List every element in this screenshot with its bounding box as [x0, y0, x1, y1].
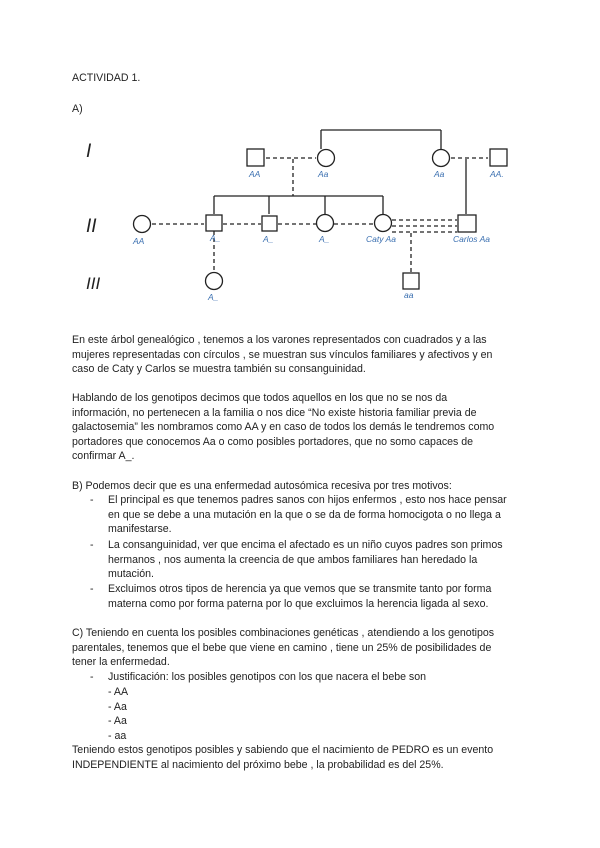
paragraph-c-conclusion: Teniendo estos genotipos posibles y sabiendo que el nacimiento de PEDRO es un evento INDEPENDIENTE al nacimiento del próximo bebe , la probabilidad es del 25%. — [72, 744, 494, 771]
gen2-female-3 — [317, 215, 334, 232]
label-gen1-female-left: Aa — [318, 169, 329, 179]
genotype-list — [108, 685, 308, 743]
gen2-male-1 — [206, 215, 222, 231]
label-gen3-child-left: A_ — [208, 292, 219, 302]
gen3-child-left — [206, 273, 223, 290]
gen2-female-outside — [134, 216, 151, 233]
label-gen1-female-right: Aa — [434, 169, 445, 179]
pedigree-diagram — [0, 115, 600, 425]
document-page: ACTIVIDAD 1. A) I II III AA Aa Aa AA. AA A_ A_ A_ Caty Aa Carlos Aa A_ aa En este árbol genealógico , tenemos a los varones representados con cuadrados y a las mujeres representadas con círculos , se muestran sus vínculos familiares y afectivos y en caso de Caty y Carlos se muestra también su consanguinidad. Hablando de los genotipos decimos que todos aquellos en los que no se nos da información, no pertenecen a la familia o nos dice “No existe historia familiar previa de galactosemia” les nombramos como AA y en caso de todos los demás le tendremos como portadores que conocemos Aa o como posibles portadores, que no somo capaces de confirmar A_. B) Podemos decir que es una enfermedad autosómica recesiva por tres motivos: - El principal es que tenemos padres sanos con hijos enfermos , esto nos hace pensar en que se debe a una mutación en la que o se da de forma homocigota o no llega a manifestarse. - La consanguinidad, ver que encima el afectado es un niño cuyos padres son primos hermanos , nos aumenta la creencia de que ambos familiares han heredado la mutación. - Excluimos otros tipos de herencia ya que vemos que se transmite tanto por forma materna como por forma paterna por lo que excluimos la herencia ligada al sexo. C) Teniendo en cuenta los posibles combinaciones genéticas , atendiendo a los genotipos parentales, tenemos que el bebe que viene en camino , tiene un 25% de posibilidades de tener la enfermedad. - Justificación: los posibles genotipos con los que nacera el bebe son - AA - Aa - Aa - aa Teniendo estos genotipos posibles y sabiendo que el nacimiento de PEDRO es un evento INDEPENDIENTE al nacimiento del próximo bebe , la probabilidad es del 25%. — [0, 0, 600, 848]
genotype-list-item: - AA — [108, 686, 129, 698]
gen2-caty — [375, 215, 392, 232]
generation-label-ii: II — [86, 216, 97, 237]
gen2-carlos — [458, 215, 476, 232]
genotype-list-item: - Aa — [108, 700, 127, 713]
gen1-male-left — [247, 149, 264, 166]
label-gen2-caty: Caty Aa — [366, 234, 396, 244]
section-b-intro: B) Podemos decir que es una enfermedad autosómica recesiva por tres motivos: — [72, 480, 452, 492]
label-gen2-female-3: A_ — [319, 234, 330, 244]
gen3-child-right — [403, 273, 419, 289]
paragraph-a-genotypes: Hablando de los genotipos decimos que todos aquellos en los que no se nos da información, no pertenecen a la familia o nos dice “No existe historia familiar previa de galactosemia” les nombramos como AA y en caso de todos los demás le tendremos como portadores que conocemos Aa o como posibles portadores, que no somo capaces de confirmar A_. — [72, 392, 495, 463]
label-gen1-male-right: AA. — [490, 169, 504, 179]
document-title: ACTIVIDAD 1. — [72, 72, 141, 84]
gen1-male-right — [490, 149, 507, 166]
genotype-list-item: - aa — [108, 729, 127, 742]
gen1-female-right — [433, 150, 450, 167]
paragraph-c: C) Teniendo en cuenta los posibles combinaciones genéticas , atendiendo a los genotipos parentales, tenemos que el bebe que viene en camino , tiene un 25% de posibilidades de tener la enfermedad. — [72, 627, 495, 669]
genotype-list-item: - Aa — [108, 715, 127, 728]
label-gen3-child-right: aa — [404, 290, 414, 300]
section-a-label: A) — [72, 103, 83, 115]
gen2-male-2 — [262, 216, 277, 231]
paragraph-a-description: En este árbol genealógico , tenemos a los varones representados con cuadrados y a las mujeres representadas con círculos , se muestran sus vínculos familiares y afectivos y en caso de Caty y Carlos se muestra también su consanguinidad. — [72, 334, 493, 376]
label-gen2-male-1: A_ — [210, 233, 221, 243]
gen1-female-left — [318, 150, 335, 167]
generation-label-iii: III — [86, 274, 101, 293]
label-gen2-carlos: Carlos Aa — [453, 234, 491, 244]
generation-label-i: I — [86, 141, 92, 162]
label-gen2-male-2: A_ — [263, 234, 274, 244]
label-gen2-female-outside: AA — [133, 236, 145, 246]
label-gen1-male-left: AA — [249, 169, 261, 179]
